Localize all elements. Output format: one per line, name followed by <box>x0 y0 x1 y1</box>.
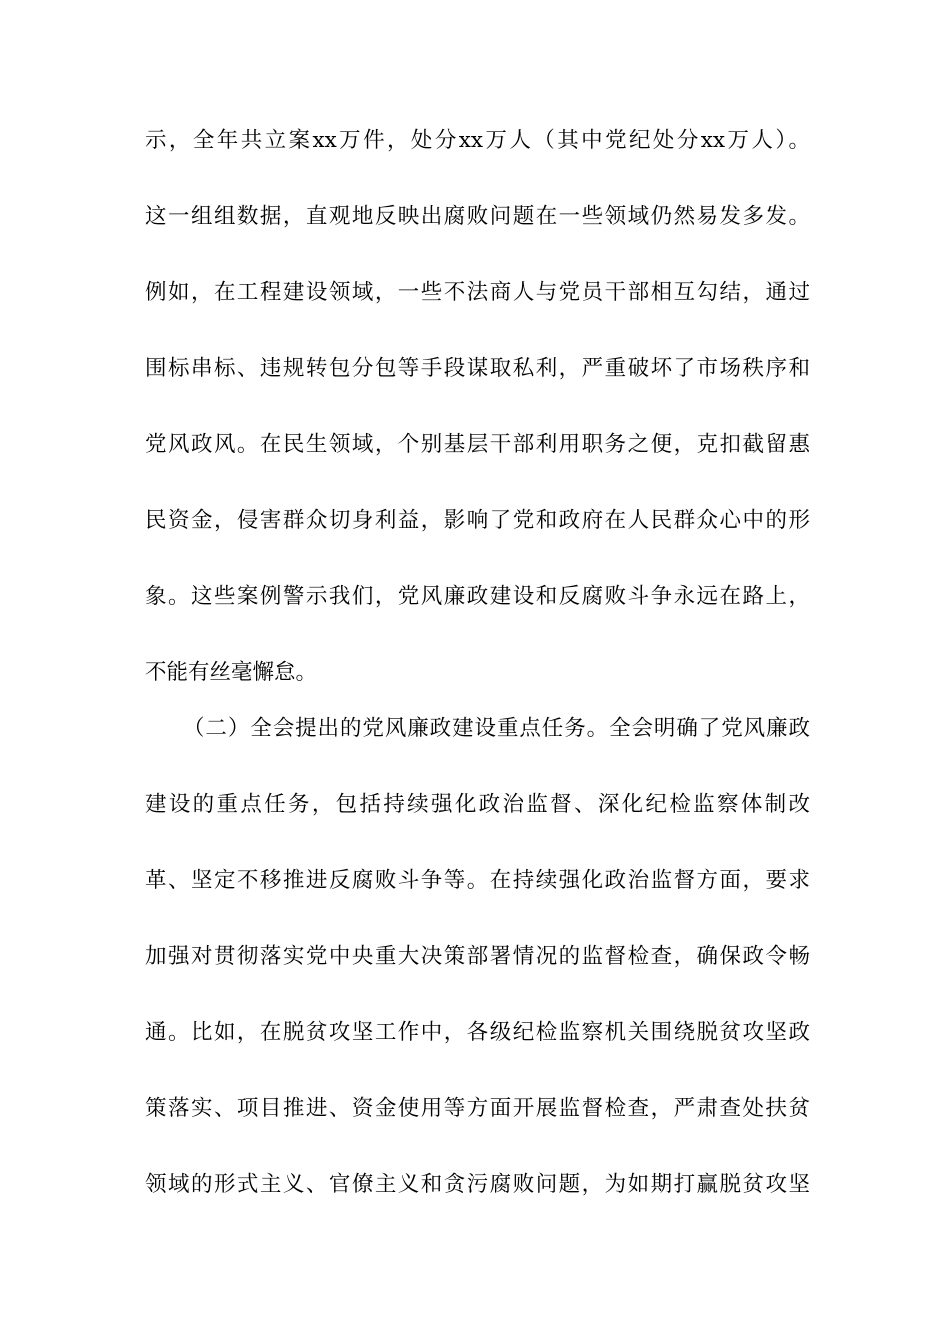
text-line: 示，全年共立案xx万件，处分xx万人（其中党纪处分xx万人）。 <box>145 128 810 153</box>
text-line: 围标串标、违规转包分包等手段谋取私利，严重破坏了市场秩序和 <box>145 356 810 381</box>
text-line: 革、坚定不移推进反腐败斗争等。在持续强化政治监督方面，要求 <box>145 868 810 893</box>
text-line: 党风政风。在民生领域，个别基层干部利用职务之便，克扣截留惠 <box>145 432 810 457</box>
text-line: 例如，在工程建设领域，一些不法商人与党员干部相互勾结，通过 <box>145 280 810 305</box>
text-line: 建设的重点任务，包括持续强化政治监督、深化纪检监察体制改 <box>145 792 810 817</box>
section-heading-line: （二）全会提出的党风廉政建设重点任务。全会明确了党风廉政 <box>183 716 810 741</box>
text-line: 加强对贯彻落实党中央重大决策部署情况的监督检查，确保政令畅 <box>145 944 810 969</box>
text-line: 领域的形式主义、官僚主义和贪污腐败问题，为如期打赢脱贫攻坚 <box>145 1172 810 1197</box>
text-line: 不能有丝毫懈怠。 <box>145 660 318 685</box>
text-line: 通。比如，在脱贫攻坚工作中，各级纪检监察机关围绕脱贫攻坚政 <box>145 1020 810 1045</box>
text-line: 民资金，侵害群众切身利益，影响了党和政府在人民群众心中的形 <box>145 508 810 533</box>
text-line: 象。这些案例警示我们，党风廉政建设和反腐败斗争永远在路上， <box>145 584 810 609</box>
text-line: 这一组组数据，直观地反映出腐败问题在一些领域仍然易发多发。 <box>145 204 810 229</box>
text-line: 策落实、项目推进、资金使用等方面开展监督检查，严肃查处扶贫 <box>145 1096 810 1121</box>
